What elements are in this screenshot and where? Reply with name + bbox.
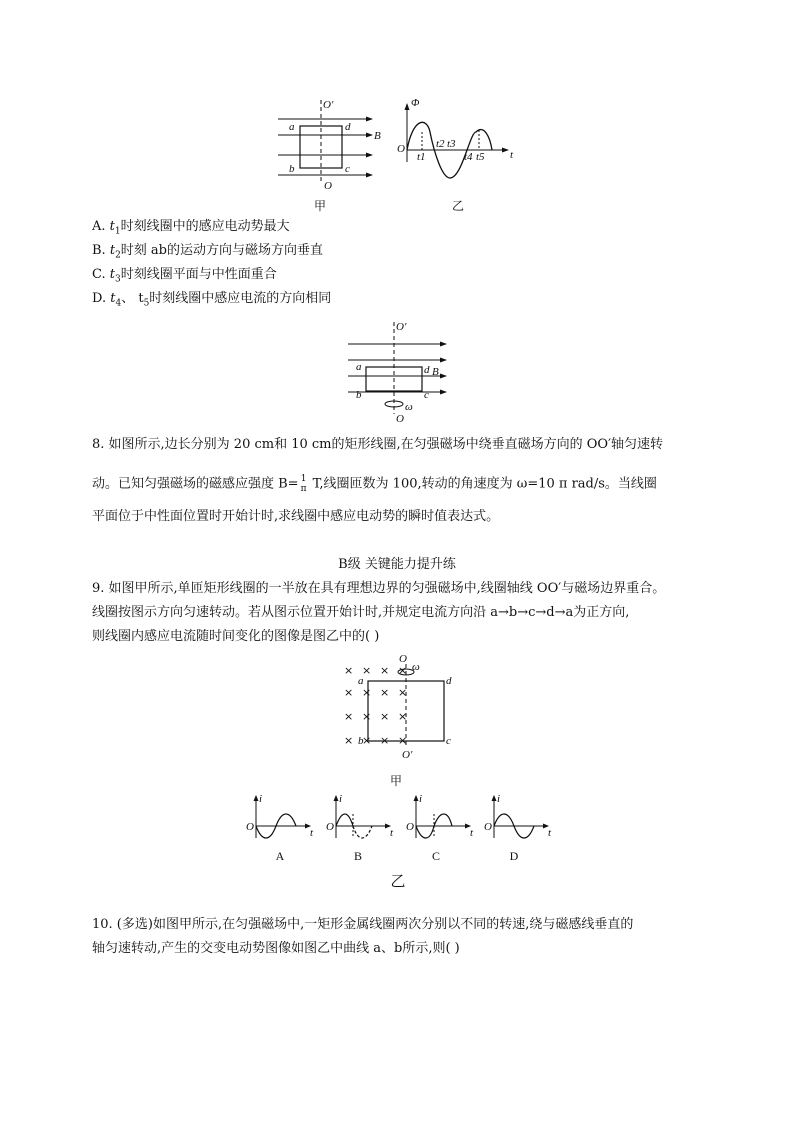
figure-q9-jia: [334, 650, 464, 790]
svg-text:×: ×: [398, 734, 408, 747]
q7-option-a: A. $t_1$时刻线圈中的感应电动势最大: [92, 219, 290, 237]
svg-text:×: ×: [380, 686, 390, 699]
corner-c-label: c: [446, 735, 451, 747]
q9-line-2: 线圈按图示方向匀速转动。若从图示位置开始计时,并规定电流方向沿 a→b→c→d→a为正方向,: [92, 605, 630, 620]
caption-yi: 乙: [390, 874, 406, 890]
svg-text:×: ×: [344, 664, 354, 677]
graph-c-ylabel: i: [419, 793, 423, 805]
y-axis-label: Φ: [411, 97, 420, 109]
q8-line-3: 平面位于中性面位置时开始计时,求线圈中感应电动势的瞬时值表达式。: [92, 509, 500, 524]
axis-top-label: O: [399, 653, 407, 665]
corner-d-label: d: [345, 121, 351, 133]
graph-d-label: D: [509, 849, 519, 863]
graph-d-xlabel: t: [548, 827, 552, 839]
figure-yi: [397, 97, 514, 213]
graph-a-xlabel: t: [310, 827, 314, 839]
graph-d-origin: O: [484, 821, 492, 833]
graph-d: [484, 793, 552, 863]
svg-text:×: ×: [344, 734, 354, 747]
corner-c-label: c: [345, 163, 350, 175]
q7-option-d: D. $t_4$、 $t_5$时刻线圈中感应电流的方向相同: [92, 291, 332, 309]
svg-text:×: ×: [398, 710, 408, 723]
axis-bottom-label: O′: [402, 749, 413, 761]
graph-b-ylabel: i: [339, 793, 343, 805]
q9-line-1: 9. 如图甲所示,单匝矩形线圈的一半放在具有理想边界的匀强磁场中,线圈轴线 OO′与磁场边界重合。: [92, 581, 666, 596]
axis-bottom-label: O: [396, 413, 404, 425]
origin-label: O: [397, 143, 405, 155]
svg-text:×: ×: [380, 664, 390, 677]
axis-bottom-label: O: [324, 180, 332, 192]
svg-text:×: ×: [362, 664, 372, 677]
corner-c-label: c: [424, 389, 429, 401]
corner-a-label: a: [356, 361, 362, 373]
q9-line-3: 则线圈内感应电流随时间变化的图像是图乙中的( ): [92, 629, 380, 644]
q8-line-2: 动。已知匀强磁场的磁感应强度 B= 1 π T,线圈匝数为 100,转动的角速度为 ω=10 π rad/s。当线圈: [92, 474, 657, 494]
graph-b-xlabel: t: [390, 827, 394, 839]
tick-t4: t4: [464, 151, 473, 163]
svg-text:×: ×: [380, 734, 390, 747]
coil-rect: [300, 126, 342, 168]
fraction-denominator: π: [300, 484, 307, 494]
graph-a-ylabel: i: [259, 793, 263, 805]
magnetic-field-crosses: [344, 664, 407, 747]
q7-option-b: B. $t_2$时刻 ab的运动方向与磁场方向垂直: [92, 243, 324, 261]
omega-label: ω: [412, 661, 420, 673]
tick-t2: t2: [436, 138, 445, 150]
svg-text:×: ×: [398, 686, 408, 699]
caption-jia: 甲: [313, 199, 327, 213]
field-b-label: B: [374, 130, 381, 142]
graph-b-label: B: [353, 849, 363, 863]
corner-b-label: b: [289, 163, 295, 175]
corner-d-label: d: [424, 364, 430, 376]
corner-a-label: a: [289, 121, 295, 133]
graph-c-label: C: [431, 849, 441, 863]
axis-top-label: O′: [323, 99, 334, 111]
corner-b-label: b: [356, 389, 362, 401]
caption-yi: 乙: [451, 199, 465, 213]
q7-option-c: C. $t_3$时刻线圈平面与中性面重合: [92, 267, 277, 285]
fraction-numerator: 1: [300, 474, 307, 484]
graph-a-label: A: [275, 849, 285, 863]
svg-text:×: ×: [398, 664, 408, 677]
svg-text:×: ×: [344, 686, 354, 699]
tick-t3: t3: [447, 138, 456, 150]
figure-top: [270, 92, 530, 217]
graph-c: [406, 793, 474, 863]
omega-label: ω: [405, 401, 413, 413]
svg-text:×: ×: [362, 710, 372, 723]
section-b-heading: B级 关键能力提升练: [338, 557, 456, 572]
graph-b-origin: O: [326, 821, 334, 833]
field-b-label: B: [432, 366, 439, 378]
figure-q9-yi: [240, 790, 560, 890]
graph-c-xlabel: t: [470, 827, 474, 839]
svg-text:×: ×: [362, 734, 372, 747]
svg-text:×: ×: [380, 710, 390, 723]
svg-text:×: ×: [362, 686, 372, 699]
svg-text:×: ×: [344, 710, 354, 723]
x-axis-label: t: [510, 149, 514, 161]
figure-jia: [278, 99, 381, 213]
q10-line-2: 轴匀速转动,产生的交变电动势图像如图乙中曲线 a、b所示,则( ): [92, 941, 460, 956]
corner-d-label: d: [446, 675, 452, 687]
graph-c-origin: O: [406, 821, 414, 833]
tick-t1: t1: [417, 151, 426, 163]
caption-jia: 甲: [389, 774, 403, 788]
axis-top-label: O′: [396, 321, 407, 333]
graph-b: [326, 793, 394, 863]
corner-b-label: b: [358, 735, 364, 747]
graph-a: [246, 793, 314, 863]
q10-line-1: 10. (多选)如图甲所示,在匀强磁场中,一矩形金属线圈两次分别以不同的转速,绕与磁感线垂直的: [92, 917, 634, 932]
graph-d-ylabel: i: [497, 793, 501, 805]
corner-a-label: a: [358, 675, 364, 687]
q8-line-1: 8. 如图所示,边长分别为 20 cm和 10 cm的矩形线圈,在匀强磁场中绕垂直磁场方向的 OO′轴匀速转: [92, 437, 664, 452]
tick-t5: t5: [476, 151, 485, 163]
figure-q8: [340, 318, 460, 426]
graph-a-origin: O: [246, 821, 254, 833]
